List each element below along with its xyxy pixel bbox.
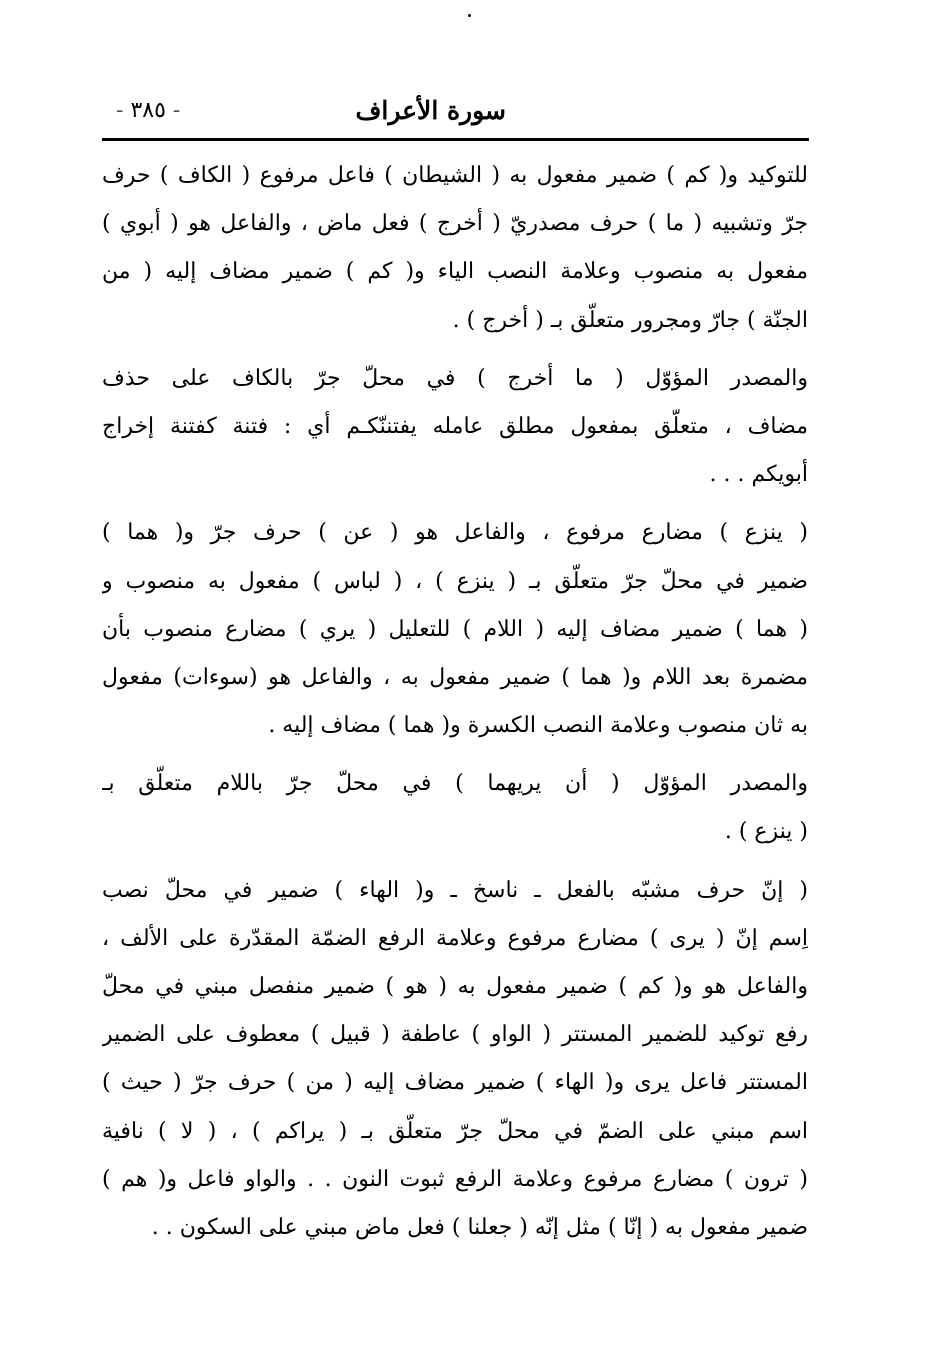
text-line: رفع توكيد للضمير المستتر ( الواو ) عاطفة ( قبيل ) معطوف على الضمير bbox=[102, 1022, 808, 1048]
paragraph bbox=[102, 509, 808, 750]
paragraph bbox=[102, 152, 808, 345]
chapter-title: سورة الأعراف bbox=[355, 96, 506, 125]
text-line: جرّ وتشبيه ( ما ) حرف مصدريّ ( أخرج ) فعل ماض ، والفاعل هو ( أبوي ) bbox=[102, 211, 808, 237]
text-line: ( ترون ) مضارع مرفوع وعلامة الرفع ثبوت النون . . والواو فاعل و( هم ) bbox=[102, 1166, 808, 1192]
text-line: ضمير مفعول به ( إنّا ) مثل إنّه ( جعلنا ) فعل ماض مبني على السكون . . bbox=[151, 1214, 808, 1240]
text-line: الجنّة ) جارّ ومجرور متعلّق بـ ( أخرج ) . bbox=[452, 307, 808, 333]
text-line: مفعول به منصوب وعلامة النصب الياء و( كم ) ضمير مضاف إليه ( من bbox=[102, 259, 808, 285]
paragraph bbox=[102, 355, 808, 500]
text-line: للتوكيد و( كم ) ضمير مفعول به ( الشيطان ) فاعل مرفوع ( الكاف ) حرف bbox=[102, 163, 808, 188]
top-dot-mark bbox=[468, 14, 471, 17]
text-line: المستتر فاعل يرى و( الهاء ) ضمير مضاف إليه ( من ) حرف جرّ ( حيث ) bbox=[102, 1070, 808, 1096]
text-line: والمصدر المؤوّل ( أن يريهما ) في محلّ جرّ باللام متعلّق بـ bbox=[102, 771, 808, 797]
text-line: أبويكم . . . bbox=[709, 462, 808, 488]
text-line: به ثان منصوب وعلامة النصب الكسرة و( هما ) مضاف إليه . bbox=[268, 713, 808, 739]
text-line: اسم مبني على الضمّ في محلّ جرّ متعلّق بـ ( يراكم ) ، ( لا ) نافية bbox=[102, 1118, 808, 1144]
text-line: ( إنّ حرف مشبّه بالفعل ـ ناسخ ـ و( الهاء ) ضمير في محلّ نصب bbox=[102, 877, 808, 903]
header-rule bbox=[102, 138, 809, 141]
text-line: مضمرة بعد اللام و( هما ) ضمير مفعول به ، والفاعل هو (سوءات) مفعول bbox=[102, 664, 808, 690]
page-number: - ٣٨٥ - bbox=[116, 98, 180, 123]
paragraph bbox=[102, 760, 808, 856]
text-line: ( ينزع ) مضارع مرفوع ، والفاعل هو ( عن ) حرف جرّ و( هما ) bbox=[102, 520, 808, 546]
paragraph bbox=[102, 867, 808, 1253]
text-line: ( ينزع ) . bbox=[724, 819, 808, 845]
text-line: ضمير في محلّ جرّ متعلّق بـ ( ينزع ) ، ( لباس ) مفعول به منصوب و bbox=[102, 568, 808, 594]
text-line: والمصدر المؤوّل ( ما أخرج ) في محلّ جرّ بالكاف على حذف bbox=[102, 365, 808, 391]
body-text bbox=[102, 152, 808, 1262]
text-line: اِسم إنّ ( يرى ) مضارع مرفوع وعلامة الرفع الضمّة المقدّرة على الألف ، bbox=[102, 925, 808, 951]
running-header bbox=[102, 92, 808, 136]
text-line: مضاف ، متعلّق بمفعول مطلق عامله يفتننّكـم أي : فتنة كفتنة إخراج bbox=[102, 413, 808, 439]
text-line: والفاعل هو و( كم ) ضمير مفعول به ( هو ) ضمير منفصل مبني في محلّ bbox=[102, 974, 808, 999]
text-line: ( هما ) ضمير مضاف إليه ( اللام ) للتعليل ( يري ) مضارع منصوب بأن bbox=[102, 616, 808, 642]
